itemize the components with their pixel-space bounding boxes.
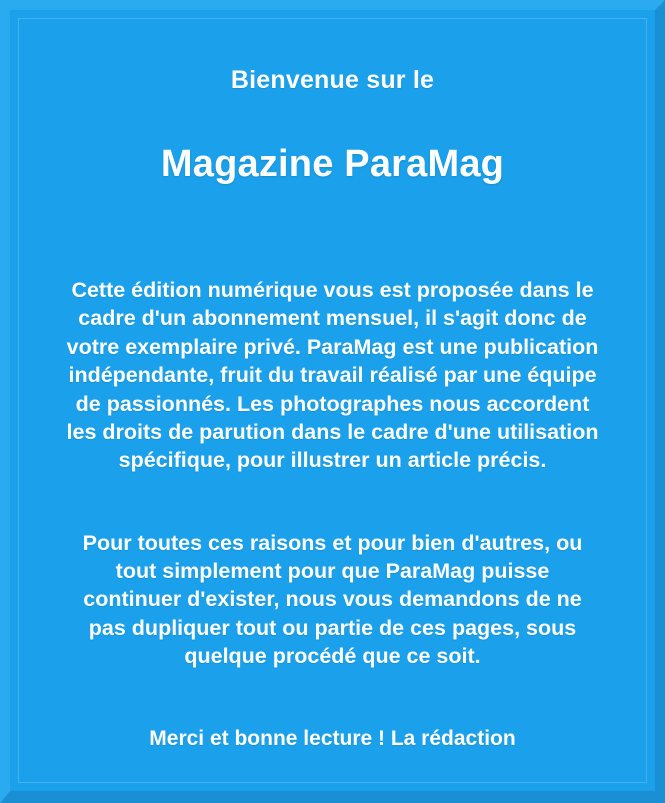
notice-paragraph-one: Cette édition numérique vous est proposée dans le cadre d'un abonnement mensuel, il s'agit donc de votre exemplaire privé. ParaMag est une publication indépendante, fruit du travail réalisé par une équipe de passionnés. Les photographes nous accordent les droits de parution dans le cadre d'une utilisation spécifique, pour illustrer un article précis. bbox=[66, 278, 599, 473]
notice-paragraph-two: Pour toutes ces raisons et pour bien d'autres, ou tout simplement pour que ParaMag puisse continuer d'exister, nous vous demandons de ne pas dupliquer tout ou partie de ces pages, sous quelque procédé que ce soit. bbox=[82, 530, 583, 669]
page-title: Magazine ParaMag bbox=[160, 143, 505, 185]
closing-line: Merci et bonne lecture ! La rédaction bbox=[149, 726, 516, 750]
welcome-line: Bienvenue sur le bbox=[230, 66, 435, 94]
splash-content bbox=[18, 18, 647, 783]
